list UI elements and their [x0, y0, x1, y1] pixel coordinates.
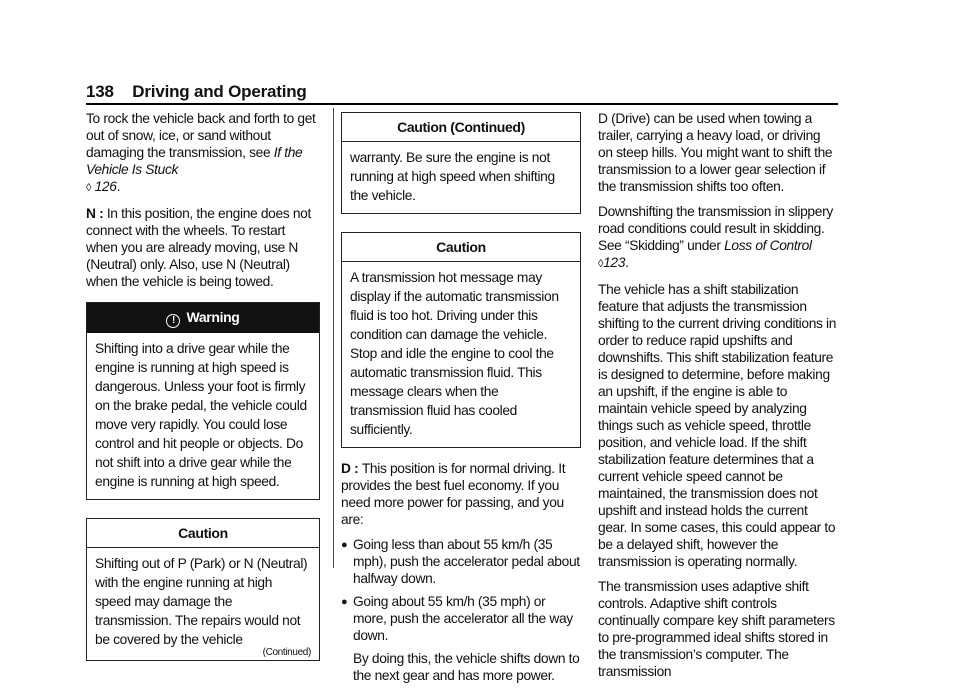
- bullet-icon: ●: [341, 539, 348, 551]
- header-rule: [86, 103, 838, 105]
- list-item: ● Going less than about 55 km/h (35 mph), push the accelerator pedal about halfway down.: [341, 537, 580, 586]
- list-item: ● Going about 55 km/h (35 mph) or more, push the accelerator all the way down.: [341, 594, 573, 643]
- d-label: D :: [341, 461, 362, 476]
- warning-icon: !: [166, 314, 180, 328]
- caution-box: [86, 518, 320, 661]
- adaptive-shift-paragraph: The transmission uses adaptive shift controls. Adaptive shift controls continually compare key shift parameters to pre-programmed ideal shifts stored in the transmission’s computer. The transmission: [598, 579, 835, 679]
- caution-continued-box: [341, 112, 581, 214]
- page-header: [86, 82, 307, 102]
- section-title: Driving and Operating: [132, 82, 307, 101]
- warning-header: ! Warning: [87, 303, 319, 333]
- bullet-followup: By doing this, the vehicle shifts down to the next gear and has more power.: [353, 651, 580, 683]
- column-divider: [333, 108, 334, 568]
- continued-tag: (Continued): [262, 647, 311, 658]
- stuck-page[interactable]: 126: [94, 179, 117, 194]
- warning-box: [86, 302, 320, 500]
- shift-stabilization-paragraph: The vehicle has a shift stabilization feature that adjusts the transmission shifting to the current driving conditions in order to reduce rapid upshifts and downshifts. This shift stabilization feature is designed to determine, before making an upshift, if the engine is able to maintain vehicle speed by analyzing things such as vehicle speed, throttle position, and vehicle load. If the shift stabilization feature determines that a current vehicle speed cannot be maintained, the transmission does not upshift and instead holds the current gear. In some cases, this could appear to be a delayed shift, however the transmission is operating normally.: [598, 282, 837, 569]
- caution-hot-body: A transmission hot message may display if the automatic transmission fluid is too hot. Driving under this condition can damage the vehicle. Stop and idle the engine to cool the automatic transmission fluid. This message clears when the transmission fluid has cooled sufficiently.: [350, 270, 559, 437]
- loss-of-control-link[interactable]: Loss of Control: [724, 238, 812, 253]
- page-ref-icon: ◊: [598, 258, 604, 270]
- column-2: [341, 110, 581, 692]
- caution-hot-box: [341, 232, 581, 448]
- column-1: [86, 110, 320, 673]
- warning-body: Shifting into a drive gear while the engine is running at high speed is dangerous. Unless your foot is firmly on the brake pedal, the vehicle could move very rapidly. You could lose control and hit people or objects. Do not shift into a drive gear while the engine is running at high speed.: [95, 341, 307, 489]
- caution-continued-header: Caution (Continued): [342, 113, 580, 142]
- caution-hot-header: Caution: [342, 233, 580, 262]
- downshift-paragraph: Downshifting the transmission in slippery road conditions could result in skidding. See “Skidding” under Loss of Control ◊123.: [598, 204, 833, 270]
- stuck-link[interactable]: If the Vehicle Is Stuck: [86, 145, 303, 177]
- towing-paragraph: D (Drive) can be used when towing a trailer, carrying a heavy load, or driving on steep hills. You might want to shift the transmission to a lower gear selection if the transmission shifts too often.: [598, 111, 833, 194]
- bullet-icon: ●: [341, 596, 348, 608]
- column-3: [598, 110, 838, 688]
- page-number: 138: [86, 82, 114, 101]
- loss-of-control-page[interactable]: 123: [603, 255, 626, 270]
- caution-continued-body: warranty. Be sure the engine is not running at high speed when shifting the vehicle.: [350, 150, 555, 203]
- caution-header: Caution: [87, 519, 319, 548]
- n-label: N :: [86, 206, 107, 221]
- neutral-paragraph: N : In this position, the engine does not connect with the wheels. To restart when you are already moving, use N (Neutral) only. Also, use N (Neutral) when the vehicle is being towed.: [86, 206, 311, 289]
- caution-body: Shifting out of P (Park) or N (Neutral) with the engine running at high speed may damage the transmission. The repairs would not be covered by the vehicle (Continued): [95, 556, 311, 658]
- drive-paragraph: D : This position is for normal driving. It provides the best fuel economy. If you need more power for passing, and you are:: [341, 461, 566, 527]
- rock-vehicle-paragraph: To rock the vehicle back and forth to get out of snow, ice, or sand without damaging the transmission, see If the Vehicle Is Stuck ◊ 126.: [86, 111, 316, 194]
- page-ref-icon: ◊: [86, 182, 92, 194]
